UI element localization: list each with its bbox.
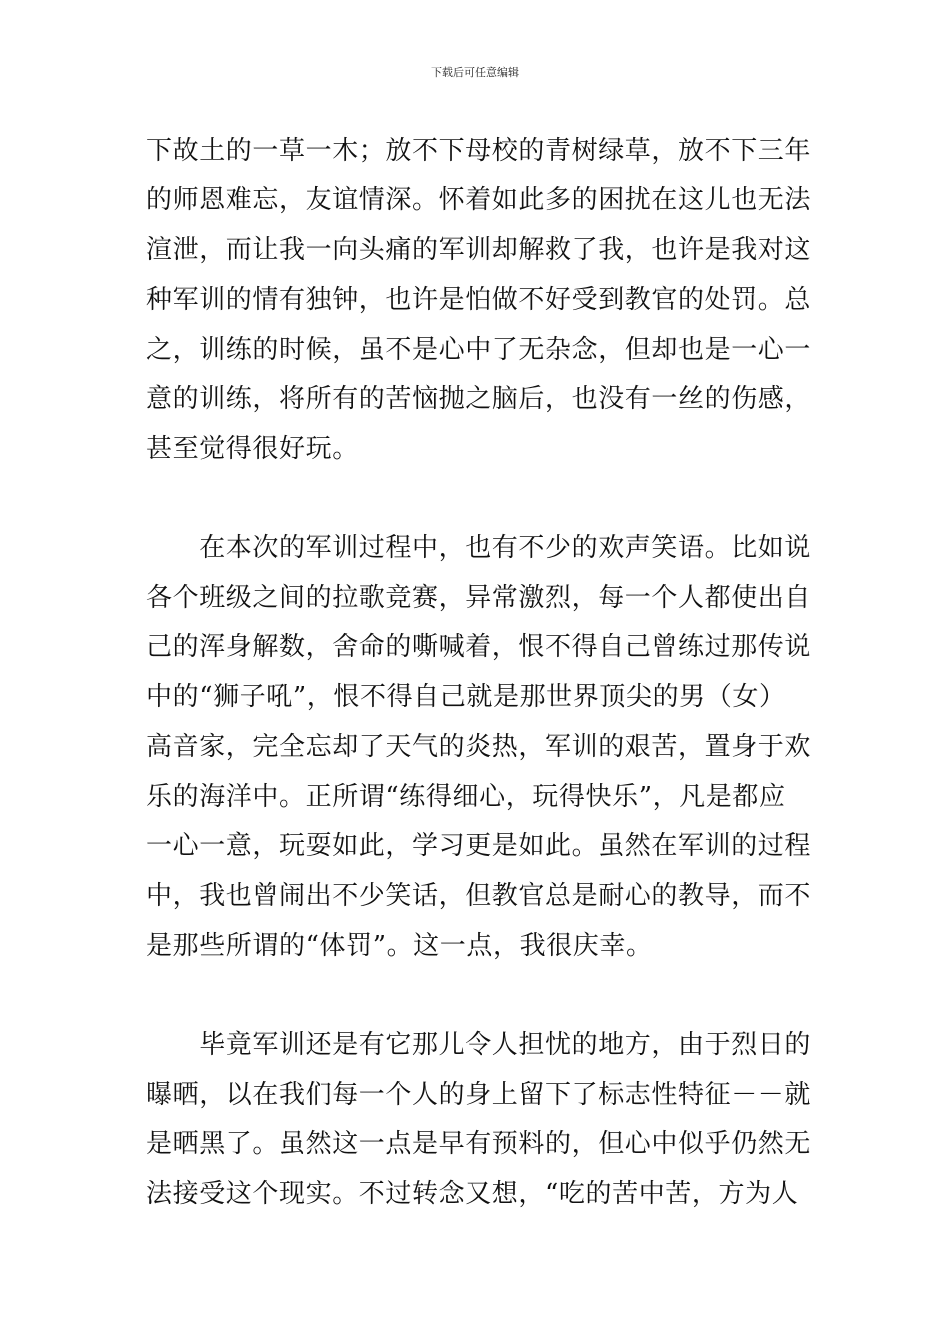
text-line: 曝晒，以在我们每一个人的身上留下了标志性特征－－就 [146, 1080, 812, 1110]
text-line: 意的训练，将所有的苦恼抛之脑后，也没有一丝的伤感， [146, 384, 812, 414]
text-line: 种军训的情有独钟，也许是怕做不好受到教官的处罚。总 [146, 285, 812, 315]
text-line: 中的“狮子吼”，恨不得自己就是那世界顶尖的男（女） [146, 682, 786, 712]
text-line: 下故土的一草一木；放不下母校的青树绿草，放不下三年 [146, 136, 812, 166]
text-line: 甚至觉得很好玩。 [146, 434, 359, 464]
text-line: 一心一意，玩耍如此，学习更是如此。虽然在军训的过程 [146, 831, 812, 861]
text-line: 己的浑身解数，舍命的嘶喊着，恨不得自己曾练过那传说 [146, 632, 812, 662]
text-line: 之，训练的时候，虽不是心中了无杂念，但却也是一心一 [146, 335, 812, 365]
text-line: 渲泄，而让我一向头痛的军训却解救了我，也许是我对这 [146, 235, 812, 265]
text-line: 高音家，完全忘却了天气的炎热，军训的艰苦，置身于欢 [146, 732, 812, 762]
text-line: 是那些所谓的“体罚”。这一点，我很庆幸。 [146, 931, 653, 961]
text-line: 各个班级之间的拉歌竞赛，异常激烈，每一个人都使出自 [146, 583, 812, 613]
text-line: 法接受这个现实。不过转念又想，“吃的苦中苦，方为人 [146, 1179, 799, 1209]
text-line: 中，我也曾闹出不少笑话，但教官总是耐心的教导，而不 [146, 881, 812, 911]
text-line: 乐的海洋中。正所谓“练得细心，玩得快乐”，凡是都应 [146, 782, 786, 812]
text-line: 毕竟军训还是有它那儿令人担忧的地方，由于烈日的 [146, 1030, 812, 1060]
text-line: 是晒黑了。虽然这一点是早有预料的，但心中似乎仍然无 [146, 1129, 812, 1159]
text-line: 的师恩难忘，友谊情深。怀着如此多的困扰在这儿也无法 [146, 185, 812, 215]
page-header: 下载后可任意编辑 [431, 66, 519, 79]
text-line: 在本次的军训过程中，也有不少的欢声笑语。比如说 [146, 533, 812, 563]
